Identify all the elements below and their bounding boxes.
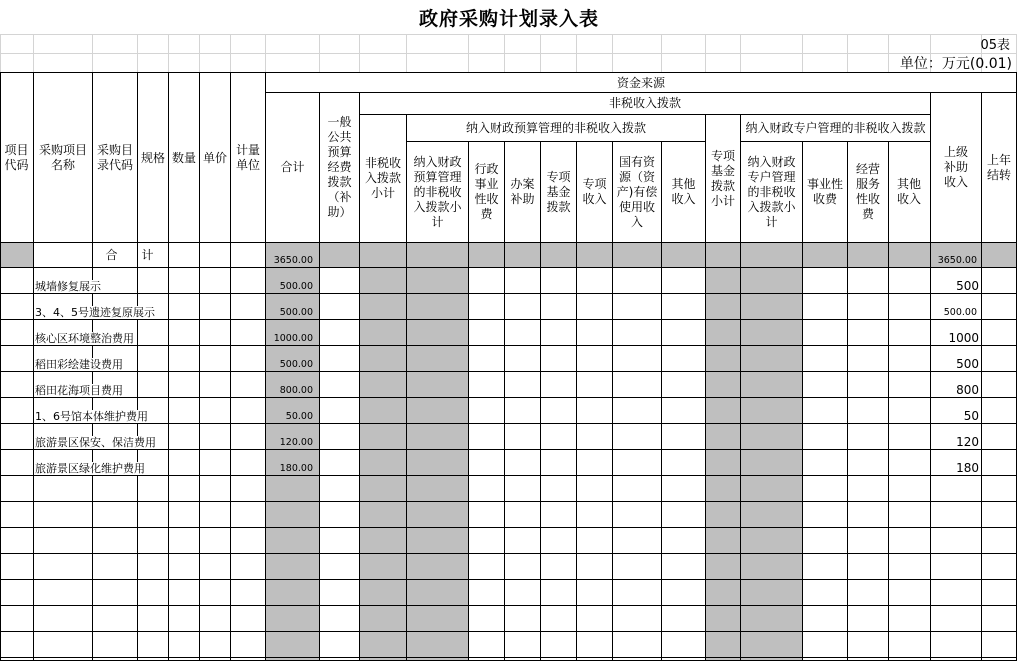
header-general-budget: 一般公共预算经费拨款（补助）: [327, 115, 352, 219]
header-special-fund: 专项基金拨款: [546, 169, 571, 214]
grid-line: [0, 293, 1017, 294]
grid-line: [0, 267, 1017, 268]
row-3-total[interactable]: 1000.00: [273, 333, 313, 344]
grid-line: [888, 34, 889, 73]
grid-line: [0, 449, 1017, 450]
grid-line: [0, 53, 1017, 54]
grid-line: [576, 34, 577, 73]
row-7-name[interactable]: 旅游景区保安、保洁费用: [35, 436, 156, 449]
header-budget-managed-subtotal: 纳入财政预算管理的非税收入拨款小计: [413, 154, 462, 229]
grid-line: [168, 34, 169, 73]
table-number: 05表: [980, 38, 1010, 53]
header-total: 合计: [280, 160, 305, 174]
grid-line: [0, 660, 1017, 661]
shaded-cell: [982, 243, 1016, 267]
grid-line: [0, 475, 1017, 476]
grid-line: [0, 527, 1017, 528]
row-4-superior[interactable]: 500: [956, 357, 979, 371]
header-nontax-subtotal: 非税收入拨款小计: [364, 156, 401, 200]
header-state-assets: 国有资源（资产)有偿使用收入: [616, 154, 658, 229]
row-6-superior[interactable]: 50: [963, 409, 979, 423]
unit-label: 单位：万元(0.01): [899, 56, 1012, 72]
grid-line: [359, 34, 360, 73]
shaded-column-special-fund-subtotal: [706, 243, 741, 660]
grid-line: [0, 34, 1, 73]
total-row-superior: 3650.00: [937, 255, 977, 266]
row-7-superior[interactable]: 120: [956, 435, 979, 449]
header-measure-unit: 计量单位: [235, 143, 260, 172]
grid-line: [802, 34, 803, 73]
header-project-name: 采购项目名称: [38, 143, 87, 172]
grid-line: [0, 553, 1017, 554]
grid-line: [1016, 34, 1017, 73]
grid-line: [0, 657, 1017, 658]
grid-line: [230, 34, 231, 73]
grid-line: [0, 319, 1017, 320]
header-superior-subsidy: 上级补助收入: [943, 145, 968, 189]
header-special-account-subtotal: 纳入财政专户管理的非税收入拨款小计: [747, 154, 796, 229]
shaded-cell: [320, 243, 360, 267]
header-carryover: 上年结转: [986, 152, 1011, 182]
grid-line: [612, 34, 613, 73]
row-7-total[interactable]: 120.00: [279, 437, 313, 448]
total-row-label: 合 计: [105, 247, 154, 262]
shaded-column-budget-subtotal: [407, 243, 469, 660]
grid-line: [0, 631, 1017, 632]
row-3-name[interactable]: 核心区环境整治费用: [35, 332, 134, 345]
header-catalog-code: 采购目录代码: [96, 143, 133, 172]
grid-line: [468, 34, 469, 73]
grid-line: [406, 34, 407, 73]
total-row-total: 3650.00: [273, 255, 313, 266]
header-funding-source: 资金来源: [616, 75, 665, 90]
row-6-total[interactable]: 50.00: [285, 411, 313, 422]
grid-line: [33, 34, 34, 73]
grid-line: [540, 34, 541, 73]
row-4-name[interactable]: 稻田彩绘建设费用: [35, 358, 123, 371]
row-2-total[interactable]: 500.00: [279, 307, 313, 318]
header-case-subsidy: 办案补助: [510, 177, 535, 206]
grid-line: [92, 34, 93, 73]
header-business-service-fee: 经营服务性收费: [855, 162, 880, 221]
row-8-name[interactable]: 旅游景区绿化维护费用: [35, 462, 145, 475]
row-5-total[interactable]: 800.00: [279, 385, 313, 396]
sheet-title: 政府采购计划录入表: [418, 8, 599, 30]
grid-line: [0, 501, 1017, 502]
row-5-superior[interactable]: 800: [956, 383, 979, 397]
grid-line: [705, 34, 706, 73]
row-1-superior[interactable]: 500: [956, 279, 979, 293]
grid-line: [0, 371, 1017, 372]
row-1-name[interactable]: 城墙修复展示: [35, 280, 101, 293]
grid-line: [0, 34, 1017, 35]
header-spec: 规格: [140, 150, 165, 165]
header-nontax-allocation: 非税收入拨款: [608, 95, 681, 110]
shaded-column-nontax-subtotal: [360, 243, 407, 660]
row-2-superior[interactable]: 500.00: [943, 307, 977, 318]
header-special-fund-subtotal: 专项基金拨款小计: [710, 148, 735, 208]
grid-line: [319, 34, 320, 73]
row-1-total[interactable]: 500.00: [279, 281, 313, 292]
header-project-code: 项目代码: [4, 143, 29, 172]
grid-line: [0, 72, 1017, 73]
grid-line: [137, 34, 138, 73]
row-4-total[interactable]: 500.00: [279, 359, 313, 370]
shaded-column-total: [266, 243, 320, 660]
row-5-name[interactable]: 稻田花海项目费用: [35, 384, 123, 397]
header-budget-managed-group: 纳入财政预算管理的非税收入拨款: [465, 120, 646, 135]
grid-line: [0, 579, 1017, 580]
header-special-account-group: 纳入财政专户管理的非税收入拨款: [745, 120, 926, 135]
grid-line: [847, 34, 848, 73]
row-8-superior[interactable]: 180: [956, 461, 979, 475]
row-3-superior[interactable]: 1000: [948, 331, 979, 345]
grid-line: [0, 397, 1017, 398]
header-other-income-1: 其他收入: [671, 177, 696, 206]
row-8-total[interactable]: 180.00: [279, 463, 313, 474]
grid-line: [1016, 72, 1017, 661]
header-unit-price: 单价: [202, 150, 227, 165]
grid-line: [740, 34, 741, 73]
header-quantity: 数量: [171, 150, 196, 165]
shaded-cell: [0, 243, 33, 267]
grid-line: [0, 423, 1017, 424]
grid-line: [199, 34, 200, 73]
grid-line: [265, 34, 266, 73]
header-special-income: 专项收入: [582, 177, 607, 206]
header-admin-fee: 行政事业性收费: [474, 162, 499, 221]
grid-line: [0, 345, 1017, 346]
header-other-income-2: 其他收入: [896, 177, 921, 206]
grid-line: [0, 605, 1017, 606]
row-6-name[interactable]: 1、6号馆本体维护费用: [35, 410, 148, 423]
grid-line: [504, 34, 505, 73]
row-2-name[interactable]: 3、4、5号遗迹复原展示: [35, 306, 155, 319]
grid-line: [661, 34, 662, 73]
shaded-cell: [803, 243, 931, 267]
header-public-service-fee: 事业性收费: [806, 177, 843, 206]
shaded-column-special-account-subtotal: [741, 243, 803, 660]
